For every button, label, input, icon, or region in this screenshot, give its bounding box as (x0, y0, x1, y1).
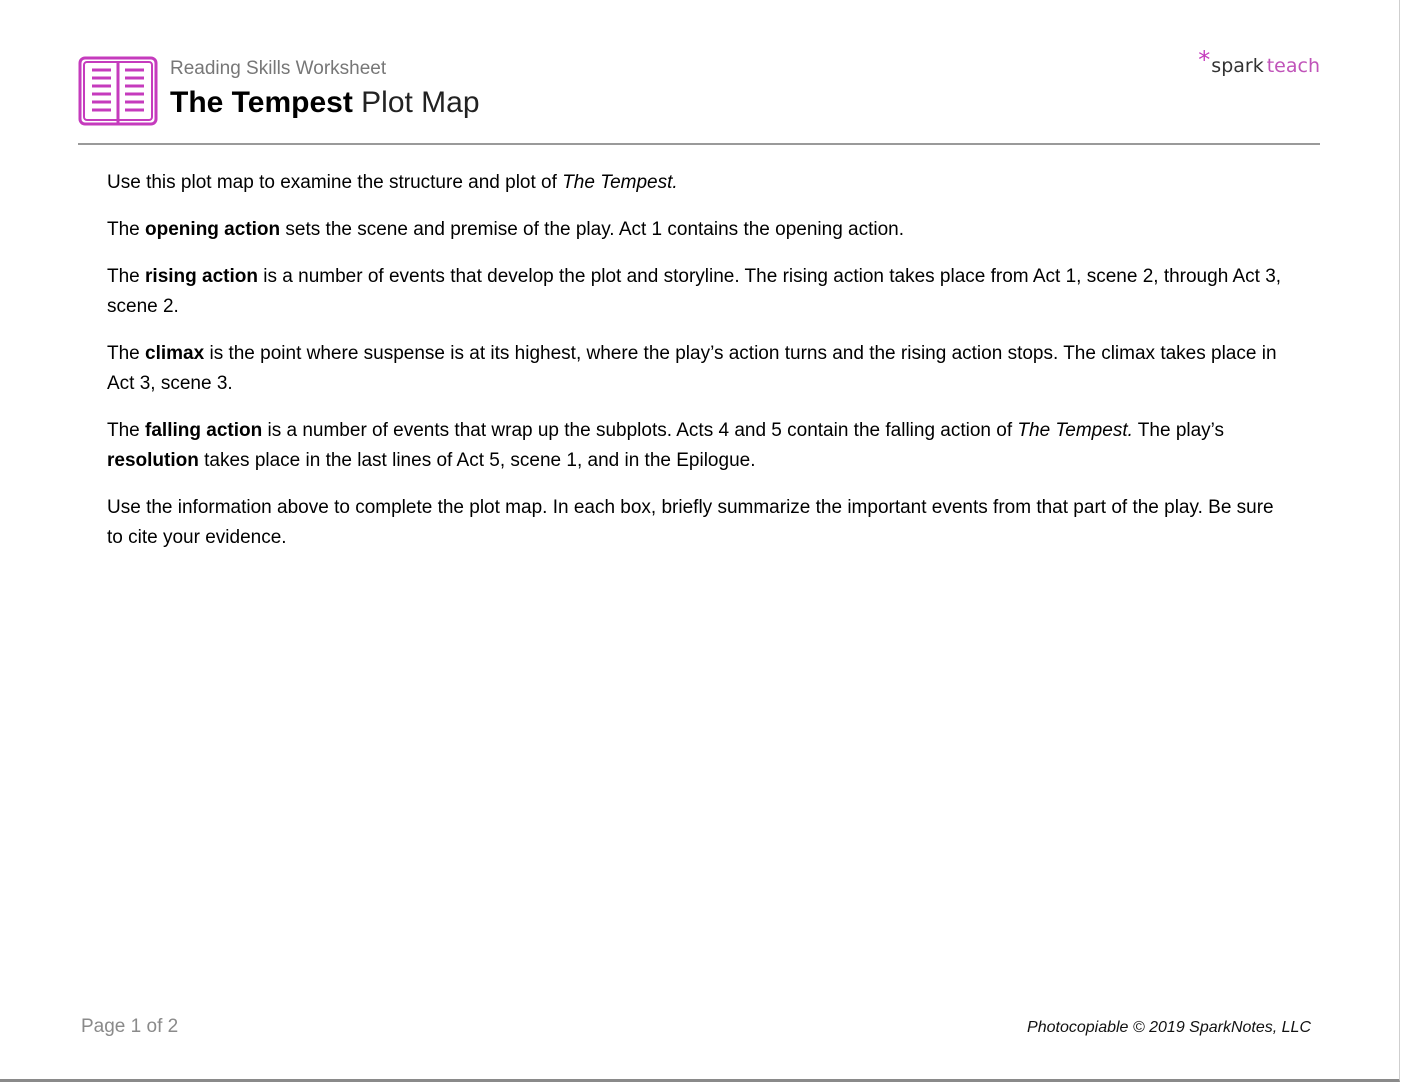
worksheet-subtitle: Reading Skills Worksheet (170, 58, 387, 79)
term-opening-action: opening action (145, 219, 281, 240)
text-run: The (107, 420, 146, 441)
page-title (170, 82, 480, 124)
paragraph-instructions (107, 493, 1287, 553)
italic-title: The Tempest. (1017, 420, 1133, 441)
title-block (170, 56, 480, 124)
paragraph-intro (107, 168, 1287, 198)
paragraph-falling-action (107, 416, 1287, 476)
term-rising-action: rising action (145, 266, 258, 287)
text-run: The (107, 219, 146, 240)
page-number: Page 1 of 2 (81, 1016, 179, 1037)
text-run: Use this plot map to examine the structure and plot of (107, 172, 563, 193)
paragraph-climax (107, 339, 1287, 399)
instructions-body (107, 168, 1287, 570)
copyright-notice: Photocopiable © 2019 SparkNotes, LLC (1027, 1019, 1311, 1036)
text-run: The (107, 343, 146, 364)
header-divider (78, 143, 1320, 145)
text-run: takes place in the last lines of Act 5, scene 1, and in the Epilogue. (198, 450, 756, 471)
text-run: is the point where suspense is at its highest, where the play’s action turns and the rising action stops. The climax takes place in Act 3, scene 3. (107, 343, 1277, 394)
paragraph-opening-action (107, 215, 1287, 245)
text-run: The play’s (1132, 420, 1225, 441)
sparkteach-logo (1198, 46, 1320, 80)
term-climax: climax (145, 343, 205, 364)
worksheet-header (78, 46, 1320, 128)
logo-spark-text: spark (1211, 55, 1264, 77)
page-title-bold: The Tempest (170, 86, 353, 119)
open-book-icon (78, 56, 158, 126)
text-run: sets the scene and premise of the play. Act 1 contains the opening action. (280, 219, 905, 240)
text-run: is a number of events that wrap up the subplots. Acts 4 and 5 contain the falling action of (262, 420, 1018, 441)
term-resolution: resolution (107, 450, 199, 471)
logo-asterisk-icon: * (1198, 46, 1211, 74)
text-run: Use the information above to complete the plot map. In each box, briefly summarize the important events from that part of the play. Be sure to cite your evidence. (107, 497, 1274, 548)
text-run: The (107, 266, 146, 287)
page-title-rest: Plot Map (352, 86, 480, 119)
italic-title: The Tempest. (562, 172, 678, 193)
term-falling-action: falling action (145, 420, 263, 441)
logo-teach-text: teach (1266, 55, 1320, 77)
text-run: is a number of events that develop the plot and storyline. The rising action takes place from Act 1, scene 2, through Act 3, scene 2. (107, 266, 1282, 317)
paragraph-rising-action (107, 262, 1287, 322)
